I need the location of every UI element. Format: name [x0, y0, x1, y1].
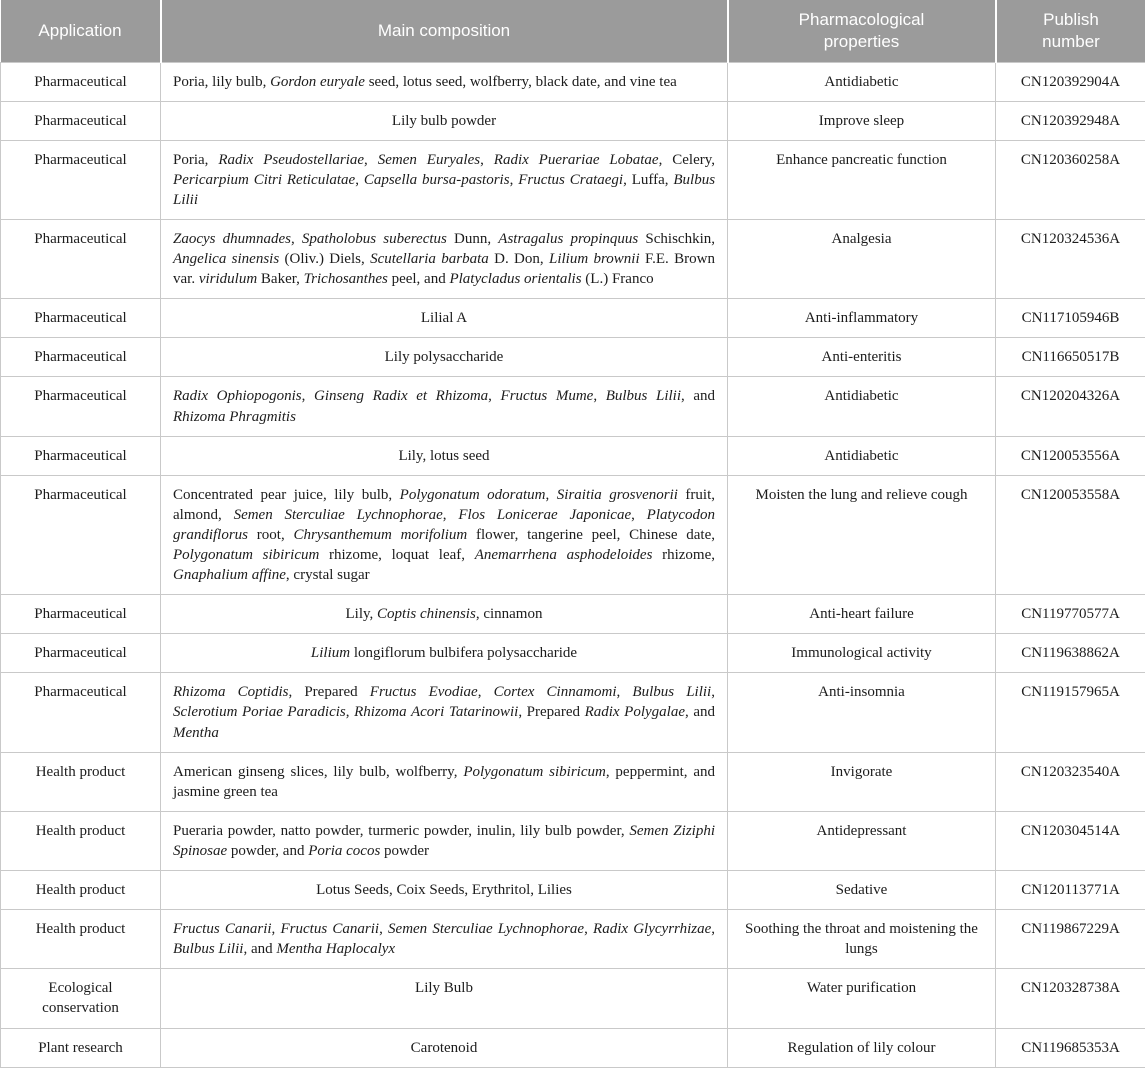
- cell-application: Pharmaceutical: [1, 595, 161, 634]
- cell-publish-number: CN120304514A: [996, 811, 1145, 870]
- cell-composition: Fructus Canarii, Fructus Canarii, Semen Sterculiae Lychnophorae, Radix Glycyrrhizae, Bulbus Lilii, and Mentha Haplocalyx: [161, 910, 728, 969]
- cell-properties: Sedative: [728, 871, 996, 910]
- table-row: [1, 673, 1145, 752]
- cell-application: Health product: [1, 752, 161, 811]
- cell-properties: Soothing the throat and moistening the lungs: [728, 910, 996, 969]
- table-row: [1, 436, 1145, 475]
- table-row: [1, 140, 1145, 219]
- cell-publish-number: CN120053556A: [996, 436, 1145, 475]
- cell-application: Pharmaceutical: [1, 219, 161, 298]
- cell-composition: Carotenoid: [161, 1028, 728, 1067]
- cell-publish-number: CN120204326A: [996, 377, 1145, 436]
- cell-properties: Enhance pancreatic function: [728, 140, 996, 219]
- cell-application: Health product: [1, 910, 161, 969]
- cell-application: Pharmaceutical: [1, 101, 161, 140]
- cell-properties: Moisten the lung and relieve cough: [728, 475, 996, 594]
- cell-application: Pharmaceutical: [1, 436, 161, 475]
- cell-application: Pharmaceutical: [1, 338, 161, 377]
- table-row: [1, 752, 1145, 811]
- cell-application: Plant research: [1, 1028, 161, 1067]
- cell-properties: Improve sleep: [728, 101, 996, 140]
- cell-composition: Lily, Coptis chinensis, cinnamon: [161, 595, 728, 634]
- cell-properties: Anti-enteritis: [728, 338, 996, 377]
- table-row: [1, 62, 1145, 101]
- cell-application: Pharmaceutical: [1, 377, 161, 436]
- table-row: [1, 299, 1145, 338]
- col-header-application: Application: [1, 0, 161, 62]
- table-row: [1, 377, 1145, 436]
- table-body: [1, 62, 1145, 1067]
- cell-publish-number: CN120324536A: [996, 219, 1145, 298]
- table-row: [1, 871, 1145, 910]
- cell-application: Pharmaceutical: [1, 673, 161, 752]
- cell-application: Pharmaceutical: [1, 140, 161, 219]
- table-row: [1, 634, 1145, 673]
- cell-properties: Anti-heart failure: [728, 595, 996, 634]
- cell-application: Health product: [1, 811, 161, 870]
- cell-properties: Anti-inflammatory: [728, 299, 996, 338]
- cell-publish-number: CN120360258A: [996, 140, 1145, 219]
- table-row: [1, 811, 1145, 870]
- cell-properties: Antidepressant: [728, 811, 996, 870]
- cell-composition: Lilium longiflorum bulbifera polysaccharide: [161, 634, 728, 673]
- cell-publish-number: CN120053558A: [996, 475, 1145, 594]
- cell-application: Pharmaceutical: [1, 475, 161, 594]
- cell-composition: Lily polysaccharide: [161, 338, 728, 377]
- header-row: [1, 0, 1145, 62]
- col-header-main-composition: Main composition: [161, 0, 728, 62]
- col-header-pharmacological-properties: Pharmacological properties: [728, 0, 996, 62]
- cell-composition: Poria, lily bulb, Gordon euryale seed, lotus seed, wolfberry, black date, and vine tea: [161, 62, 728, 101]
- cell-publish-number: CN120323540A: [996, 752, 1145, 811]
- cell-publish-number: CN119638862A: [996, 634, 1145, 673]
- table-row: [1, 219, 1145, 298]
- cell-application: Ecological conservation: [1, 969, 161, 1028]
- col-header-publish-number: Publish number: [996, 0, 1145, 62]
- cell-publish-number: CN120113771A: [996, 871, 1145, 910]
- cell-publish-number: CN117105946B: [996, 299, 1145, 338]
- cell-composition: American ginseng slices, lily bulb, wolfberry, Polygonatum sibiricum, peppermint, and jasmine green tea: [161, 752, 728, 811]
- cell-properties: Regulation of lily colour: [728, 1028, 996, 1067]
- cell-application: Pharmaceutical: [1, 299, 161, 338]
- cell-composition: Lily Bulb: [161, 969, 728, 1028]
- table-row: [1, 969, 1145, 1028]
- cell-application: Health product: [1, 871, 161, 910]
- table-row: [1, 338, 1145, 377]
- cell-composition: Lily, lotus seed: [161, 436, 728, 475]
- cell-publish-number: CN120328738A: [996, 969, 1145, 1028]
- table-row: [1, 910, 1145, 969]
- cell-composition: Lily bulb powder: [161, 101, 728, 140]
- cell-properties: Anti-insomnia: [728, 673, 996, 752]
- cell-composition: Concentrated pear juice, lily bulb, Polygonatum odoratum, Siraitia grosvenorii fruit, almond, Semen Sterculiae Lychnophorae, Flos Lonicerae Japonicae, Platycodon grandiflorus root, Chrysanthemum morifolium flower, tangerine peel, Chinese date, Polygonatum sibiricum rhizome, loquat leaf, Anemarrhena asphodeloides rhizome, Gnaphalium affine, crystal sugar: [161, 475, 728, 594]
- cell-properties: Water purification: [728, 969, 996, 1028]
- cell-composition: Pueraria powder, natto powder, turmeric powder, inulin, lily bulb powder, Semen Ziziphi Spinosae powder, and Poria cocos powder: [161, 811, 728, 870]
- cell-properties: Immunological activity: [728, 634, 996, 673]
- cell-publish-number: CN116650517B: [996, 338, 1145, 377]
- table-row: [1, 595, 1145, 634]
- cell-publish-number: CN120392948A: [996, 101, 1145, 140]
- cell-publish-number: CN120392904A: [996, 62, 1145, 101]
- cell-composition: Poria, Radix Pseudostellariae, Semen Euryales, Radix Puerariae Lobatae, Celery, Pericarpium Citri Reticulatae, Capsella bursa-pastoris, Fructus Crataegi, Luffa, Bulbus Lilii: [161, 140, 728, 219]
- table-row: [1, 1028, 1145, 1067]
- cell-properties: Antidiabetic: [728, 377, 996, 436]
- cell-publish-number: CN119157965A: [996, 673, 1145, 752]
- cell-composition: Rhizoma Coptidis, Prepared Fructus Evodiae, Cortex Cinnamomi, Bulbus Lilii, Sclerotium Poriae Paradicis, Rhizoma Acori Tatarinowii, Prepared Radix Polygalae, and Mentha: [161, 673, 728, 752]
- cell-properties: Antidiabetic: [728, 62, 996, 101]
- cell-application: Pharmaceutical: [1, 634, 161, 673]
- cell-publish-number: CN119867229A: [996, 910, 1145, 969]
- cell-composition: Lilial A: [161, 299, 728, 338]
- cell-publish-number: CN119685353A: [996, 1028, 1145, 1067]
- cell-publish-number: CN119770577A: [996, 595, 1145, 634]
- cell-properties: Analgesia: [728, 219, 996, 298]
- cell-composition: Zaocys dhumnades, Spatholobus suberectus Dunn, Astragalus propinquus Schischkin, Angelica sinensis (Oliv.) Diels, Scutellaria barbata D. Don, Lilium brownii F.E. Brown var. viridulum Baker, Trichosanthes peel, and Platycladus orientalis (L.) Franco: [161, 219, 728, 298]
- cell-application: Pharmaceutical: [1, 62, 161, 101]
- cell-composition: Lotus Seeds, Coix Seeds, Erythritol, Lilies: [161, 871, 728, 910]
- cell-properties: Invigorate: [728, 752, 996, 811]
- table-row: [1, 101, 1145, 140]
- cell-properties: Antidiabetic: [728, 436, 996, 475]
- cell-composition: Radix Ophiopogonis, Ginseng Radix et Rhizoma, Fructus Mume, Bulbus Lilii, and Rhizoma Phragmitis: [161, 377, 728, 436]
- table-row: [1, 475, 1145, 594]
